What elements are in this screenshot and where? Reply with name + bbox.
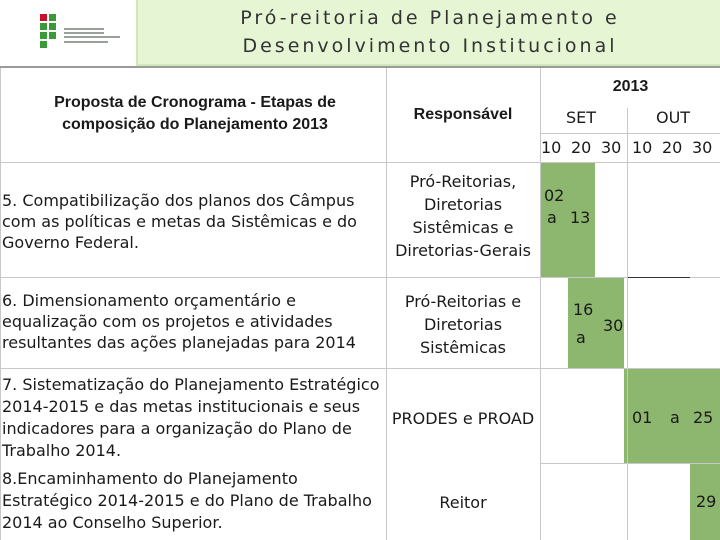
- row6-end: 30: [603, 316, 624, 335]
- logo-text-line: [64, 41, 108, 43]
- row-divider: [0, 277, 720, 278]
- row8-date: 29: [696, 492, 717, 511]
- slide-title-line2: Desenvolvimento Institucional: [242, 35, 618, 57]
- row-divider: [540, 463, 720, 464]
- row7-end: 25: [693, 408, 714, 427]
- logo-square: [40, 32, 47, 39]
- row5-start: 02: [544, 186, 565, 205]
- logo-text-line: [64, 36, 120, 38]
- day-label: 10: [541, 138, 562, 157]
- logo-square-red: [40, 14, 47, 21]
- logo-square: [49, 14, 56, 21]
- logo-square: [40, 41, 47, 48]
- col-divider: [386, 68, 387, 540]
- header-divider: [0, 66, 720, 68]
- month-out: OUT: [656, 108, 691, 127]
- col-header-year: 2013: [612, 78, 649, 95]
- row6-responsavel: Pró-Reitorias e Diretorias Sistêmicas: [404, 292, 522, 357]
- day-label: 10: [632, 138, 653, 157]
- day-label: 30: [601, 138, 622, 157]
- row5-etapa: 5. Compatibilização dos planos dos Câmpus com as políticas e metas da Sistêmicas e do Governo Federal.: [2, 191, 357, 252]
- row5-end: 13: [570, 208, 591, 227]
- institution-logo: [40, 14, 120, 50]
- row7-start: 01: [632, 408, 653, 427]
- logo-text-line: [64, 28, 104, 30]
- row8-responsavel: Reitor: [439, 493, 487, 512]
- slide-title-line1: Pró-reitoria de Planejamento e: [240, 7, 620, 29]
- day-label: 30: [692, 138, 713, 157]
- row6-sep: a: [576, 328, 586, 347]
- col-divider: [627, 108, 628, 540]
- day-label: 20: [571, 138, 592, 157]
- row5-responsavel: Pró-Reitorias, Diretorias Sistêmicas e Diretorias-Gerais: [395, 172, 531, 260]
- row6-start: 16: [573, 300, 594, 319]
- row7-etapa: 7. Sistematização do Planejamento Estratégico 2014-2015 e das metas institucionais e seus indicadores para a organização do Plano de Trabalho 2014.: [2, 375, 380, 460]
- logo-square: [49, 23, 56, 30]
- logo-text-line: [64, 32, 104, 34]
- slide-title: [140, 4, 720, 60]
- logo-square: [40, 23, 47, 30]
- day-row-divider: [540, 133, 720, 134]
- row7-sep: a: [670, 408, 680, 427]
- col-header-etapas: Proposta de Cronograma - Etapas de composição do Planejamento 2013: [54, 94, 336, 133]
- row8-etapa: 8.Encaminhamento do Planejamento Estratégico 2014-2015 e do Plano de Trabalho 2014 ao Conselho Superior.: [2, 469, 372, 532]
- row-divider-dark: [628, 277, 690, 278]
- row6-etapa: 6. Dimensionamento orçamentário e equalização com os projetos e atividades resultantes das ações planejadas para 2014: [2, 291, 356, 352]
- day-label: 20: [662, 138, 683, 157]
- logo-square: [49, 32, 56, 39]
- row5-sep: a: [547, 208, 557, 227]
- row-divider: [0, 162, 720, 163]
- row-divider: [0, 368, 720, 369]
- col-divider: [0, 68, 1, 540]
- col-header-responsavel: Responsável: [413, 106, 513, 123]
- month-set: SET: [566, 108, 597, 127]
- row7-responsavel: PRODES e PROAD: [391, 409, 535, 428]
